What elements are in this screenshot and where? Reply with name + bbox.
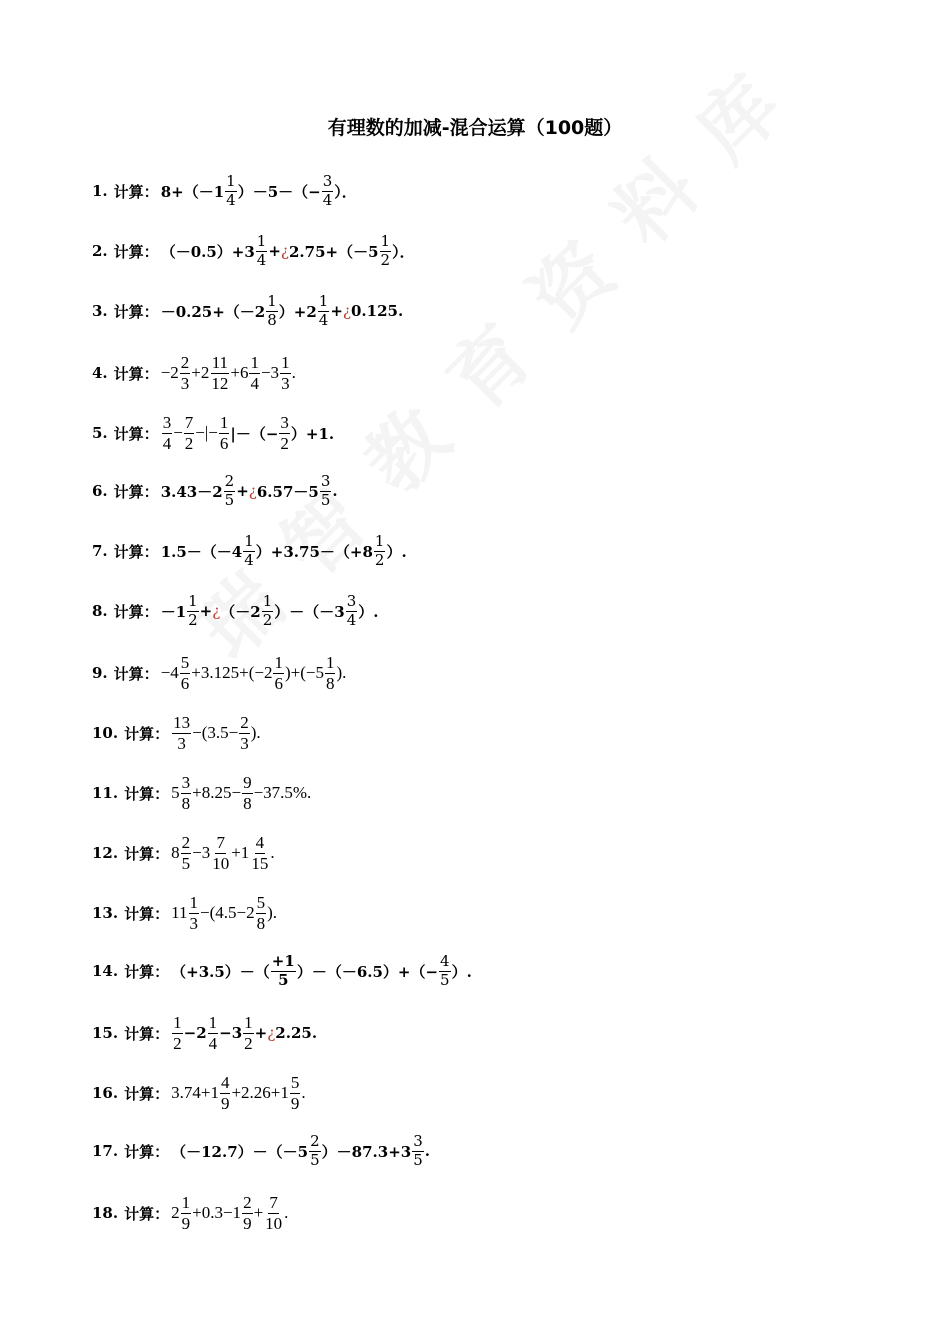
fraction: $\frac{1}{3}$ (189, 893, 198, 933)
fraction: $\frac{9}{8}$ (243, 773, 252, 813)
fraction: $\frac{1}{4}$ (226, 172, 236, 209)
problem-label: 计算： (113, 364, 159, 383)
problem-2 (92, 234, 415, 269)
expr-text: −3 (219, 1024, 243, 1043)
expr-text: +2 (191, 363, 210, 383)
expr-text: 0.125. (350, 302, 404, 321)
fraction: $\frac{1}{6}$ (274, 653, 283, 693)
expr-text: +6 (230, 363, 249, 383)
inverted-question-mark: ¿ (267, 1024, 276, 1043)
fraction: $\frac{3}{4}$ (322, 172, 333, 209)
fraction: $\frac{1}{8}$ (325, 653, 335, 693)
expr-text: ）+3.75－（+8 (255, 542, 373, 561)
expr-text: )+(−5 (284, 663, 324, 683)
expr-text: ）－（－6.5）+（− (296, 962, 439, 981)
expr-text: （－12.7）－（－5 (171, 1142, 309, 1161)
problem-label: 计算： (124, 1024, 170, 1043)
expr-text: −4 (160, 663, 179, 683)
fraction: $\frac{1}{2}$ (244, 1013, 253, 1053)
problem-number: 7. (92, 542, 108, 561)
fraction: $\frac{7}{2}$ (184, 413, 194, 453)
problem-label: 计算： (124, 904, 170, 923)
problem-label: 计算： (124, 784, 170, 803)
problem-label: 计算： (113, 302, 159, 321)
fraction: $\frac{13}{3}$ (173, 713, 191, 753)
inverted-question-mark: ¿ (212, 602, 221, 621)
problem-number: 18. (92, 1204, 119, 1223)
problem-5 (92, 414, 334, 453)
expr-text: + (253, 1203, 264, 1223)
expr-text: + (236, 482, 249, 501)
problem-number: 8. (92, 602, 108, 621)
expr-text: 3.43－2 (160, 482, 223, 501)
expr-text: −(3.5− (192, 723, 239, 743)
expr-text: ）－87.3+3 (321, 1142, 412, 1161)
problem-number: 9. (92, 664, 108, 683)
fraction: $\frac{3}{4}$ (346, 592, 357, 629)
fraction: $\frac{1}{6}$ (219, 413, 229, 453)
expr-text: 8 (171, 843, 180, 863)
expr-text: ). (336, 663, 347, 683)
expr-text: −3 (260, 363, 280, 383)
fraction: $\frac{3}{5}$ (413, 1132, 423, 1169)
fraction: $\frac{2}{3}$ (240, 713, 249, 753)
fraction: $\frac{3}{2}$ (280, 413, 289, 453)
problem-label: 计算： (113, 242, 159, 261)
expr-text: −2 (183, 1024, 207, 1043)
expr-text: －0.25+（－2 (160, 302, 266, 321)
problem-label: 计算： (124, 1084, 170, 1103)
expr-text: . (332, 482, 338, 501)
problem-13 (92, 894, 277, 933)
fraction: $\frac{1}{2}$ (188, 592, 198, 629)
problem-label: 计算： (113, 182, 159, 201)
fraction: $\frac{2}{5}$ (310, 1132, 320, 1169)
fraction: $\frac{1}{4}$ (208, 1013, 218, 1053)
problem-11 (92, 774, 311, 813)
problem-4 (92, 354, 296, 393)
expr-text: 8+（－1 (160, 182, 225, 201)
problem-label: 计算： (113, 482, 159, 501)
problem-number: 14. (92, 962, 119, 981)
problem-number: 15. (92, 1024, 119, 1043)
problem-9 (92, 654, 346, 693)
problem-number: 2. (92, 242, 108, 261)
expr-text: + (268, 242, 281, 261)
fraction: $\frac{4}{5}$ (440, 952, 450, 989)
expr-text: 6.57－5 (256, 482, 319, 501)
expr-text: 5 (171, 783, 180, 803)
inverted-question-mark: ¿ (342, 302, 351, 321)
fraction: $\frac{1}{2}$ (173, 1013, 182, 1053)
fraction: $\frac{1}{4}$ (244, 532, 254, 569)
expr-text: （－2 (220, 602, 261, 621)
fraction: $\frac{7}{10}$ (265, 1193, 283, 1233)
fraction: $\frac{4}{15}$ (251, 833, 269, 873)
expr-text: +2.26+1 (231, 1083, 289, 1103)
expr-text: ）． (392, 242, 415, 261)
expr-text: −|− (195, 423, 218, 443)
fraction: $\frac{1}{2}$ (374, 532, 385, 569)
problem-number: 13. (92, 904, 119, 923)
problem-15 (92, 1014, 317, 1053)
fraction: $\frac{11}{12}$ (211, 353, 229, 393)
problem-number: 16. (92, 1084, 119, 1103)
expr-text: +8.25− (192, 783, 242, 803)
fraction: $\frac{1}{2}$ (380, 232, 391, 269)
problem-7 (92, 534, 407, 569)
expr-text: 3.74+1 (171, 1083, 219, 1103)
expr-text: +0.3−1 (192, 1203, 242, 1223)
fraction: $\frac{1}{4}$ (256, 232, 267, 269)
problem-number: 17. (92, 1142, 119, 1161)
inverted-question-mark: ¿ (280, 242, 289, 261)
problem-label: 计算： (124, 962, 170, 981)
problem-1 (92, 174, 357, 209)
expr-text: 2 (171, 1203, 180, 1223)
fraction: $\frac{5}{9}$ (290, 1073, 300, 1113)
problem-16 (92, 1074, 306, 1113)
expr-text: + (254, 1024, 268, 1043)
page-title: 有理数的加减-混合运算（100题） (327, 117, 623, 139)
expr-text: 2.75+（－5 (288, 242, 379, 261)
fraction: $\frac{1}{2}$ (262, 592, 273, 629)
problem-number: 5. (92, 424, 108, 443)
fraction: $\frac{3}{4}$ (162, 413, 172, 453)
problem-12 (92, 834, 275, 873)
problem-17 (92, 1134, 430, 1169)
problem-label: 计算： (124, 844, 170, 863)
problem-8 (92, 594, 379, 629)
expr-text: |－（− (230, 424, 279, 443)
expr-text: ). (250, 723, 261, 743)
fraction: $\frac{3}{8}$ (181, 773, 191, 813)
inverted-question-mark: ¿ (248, 482, 257, 501)
problem-label: 计算： (113, 602, 159, 621)
expr-text: . (424, 1142, 430, 1161)
expr-text: + (199, 602, 213, 621)
fraction: $\frac{2}{3}$ (180, 353, 190, 393)
expr-text: −2 (160, 363, 179, 383)
problem-label: 计算： (124, 1142, 170, 1161)
problem-number: 12. (92, 844, 119, 863)
expr-text: −3 (192, 843, 211, 863)
problem-label: 计算： (113, 424, 159, 443)
fraction: $\frac{7}{10}$ (212, 833, 230, 873)
expr-text: . (291, 363, 296, 383)
expr-text: 2.25. (275, 1024, 318, 1043)
fraction: $\frac{1}{4}$ (250, 353, 259, 393)
expr-text: 1.5－（－4 (160, 542, 243, 561)
fraction: $\frac{1}{3}$ (281, 353, 290, 393)
fraction: $\frac{5}{6}$ (180, 653, 190, 693)
expr-text: . (301, 1083, 306, 1103)
expr-text: （－0.5）+3 (160, 242, 255, 261)
problem-number: 1. (92, 182, 108, 201)
problem-label: 计算： (124, 1204, 170, 1223)
problem-14 (92, 954, 472, 989)
problem-number: 11. (92, 784, 119, 803)
problem-number: 3. (92, 302, 108, 321)
expr-text: ）－（－3 (274, 602, 345, 621)
expr-text: ）. (386, 542, 407, 561)
problem-label: 计算： (113, 664, 159, 683)
problem-label: 计算： (124, 724, 170, 743)
expr-text: + (330, 302, 343, 321)
expr-text: − (173, 423, 183, 443)
expr-text: ）+1. (290, 424, 335, 443)
problem-3 (92, 294, 403, 329)
expr-text: ）. (451, 962, 472, 981)
fraction: $\frac{3}{5}$ (320, 472, 331, 509)
expr-text: －1 (160, 602, 187, 621)
expr-text: ）． (334, 182, 357, 201)
problem-number: 4. (92, 364, 108, 383)
fraction: $\frac{1}{9}$ (181, 1193, 191, 1233)
fraction: $\frac{2}{5}$ (181, 833, 191, 873)
problem-label: 计算： (113, 542, 159, 561)
expr-text: +3.125+(−2 (191, 663, 273, 683)
problem-18 (92, 1194, 288, 1233)
expr-text: −37.5%. (253, 783, 312, 803)
expr-text: ）－5－（− (237, 182, 321, 201)
expr-text: （+3.5）－（ (171, 962, 270, 981)
problem-6 (92, 474, 338, 509)
problem-number: 10. (92, 724, 119, 743)
problem-number: 6. (92, 482, 108, 501)
expr-text: . (284, 1203, 289, 1223)
fraction: $\frac{+1}{5}$ (271, 952, 295, 989)
fraction: $\frac{4}{9}$ (220, 1073, 230, 1113)
problem-10 (92, 714, 261, 753)
expr-text: 11 (171, 903, 188, 923)
expr-text: ). (267, 903, 278, 923)
expr-text: . (270, 843, 275, 863)
fraction: $\frac{5}{8}$ (256, 893, 266, 933)
fraction: $\frac{2}{9}$ (243, 1193, 252, 1233)
expr-text: +1 (231, 843, 250, 863)
fraction: $\frac{2}{5}$ (224, 472, 235, 509)
expr-text: ）. (358, 602, 379, 621)
fraction: $\frac{1}{4}$ (318, 292, 329, 329)
fraction: $\frac{1}{8}$ (267, 292, 277, 329)
expr-text: ）+2 (278, 302, 317, 321)
expr-text: −(4.5−2 (200, 903, 255, 923)
